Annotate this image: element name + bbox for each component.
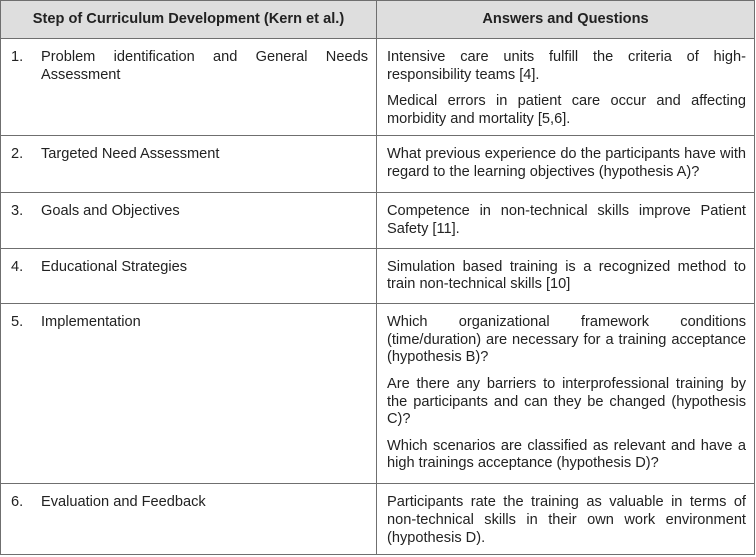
- answers-cell: [377, 248, 755, 303]
- answers-cell: [377, 136, 755, 193]
- answer-text: Simulation based training is a recognized method to train non-technical skills [10]: [387, 258, 746, 293]
- column-header-answers: Answers and Questions: [377, 1, 755, 39]
- step-number: 3.: [11, 203, 24, 220]
- answers-cell: [377, 39, 755, 136]
- step-label: Targeted Need Assessment: [41, 146, 220, 163]
- step-cell: [1, 248, 377, 303]
- answer-text: Which scenarios are classified as relevant and have a high trainings acceptance (hypothesis D)?: [387, 437, 746, 472]
- table-row: [1, 193, 755, 248]
- answer-text: Which organizational framework conditions (time/duration) are necessary for a training acceptance (hypothesis B)?: [387, 314, 746, 366]
- table-row: [1, 136, 755, 193]
- step-number: 6.: [11, 494, 24, 511]
- answer-text: What previous experience do the participants have with regard to the learning objectives (hypothesis A)?: [387, 146, 746, 180]
- step-cell: [1, 484, 377, 555]
- step-number: 4.: [11, 258, 24, 275]
- table-row: [1, 484, 755, 555]
- step-number: 2.: [11, 146, 24, 163]
- answer-text: Are there any barriers to interprofessional training by the participants and can they be changed (hypothesis C)?: [387, 375, 746, 428]
- table-header-row: [1, 1, 755, 39]
- step-cell: [1, 39, 377, 136]
- step-label: Implementation: [41, 314, 141, 331]
- answer-text: Intensive care units fulfill the criteria of high-responsibility teams [4].: [387, 49, 746, 83]
- answer-text: Competence in non-technical skills improve Patient Safety [11].: [387, 203, 746, 238]
- answers-cell: [377, 193, 755, 248]
- step-number: 5.: [11, 314, 24, 331]
- step-cell: [1, 136, 377, 193]
- table-row: [1, 304, 755, 484]
- step-cell: [1, 193, 377, 248]
- answers-cell: [377, 484, 755, 555]
- step-number: 1.: [11, 49, 24, 65]
- step-label: Problem identification and General Needs Assessment: [41, 49, 368, 83]
- table-row: [1, 248, 755, 303]
- answer-text: Participants rate the training as valuable in terms of non-technical skills in their own work environment (hypothesis D).: [387, 494, 746, 546]
- step-label: Evaluation and Feedback: [41, 494, 206, 511]
- step-cell: [1, 304, 377, 484]
- step-label: Educational Strategies: [41, 258, 188, 275]
- table-row: [1, 39, 755, 136]
- step-label: Goals and Objectives: [41, 203, 180, 220]
- column-header-step: Step of Curriculum Development (Kern et al.): [1, 1, 377, 39]
- answer-text: Medical errors in patient care occur and affecting morbidity and mortality [5,6].: [387, 93, 746, 127]
- answers-cell: [377, 304, 755, 484]
